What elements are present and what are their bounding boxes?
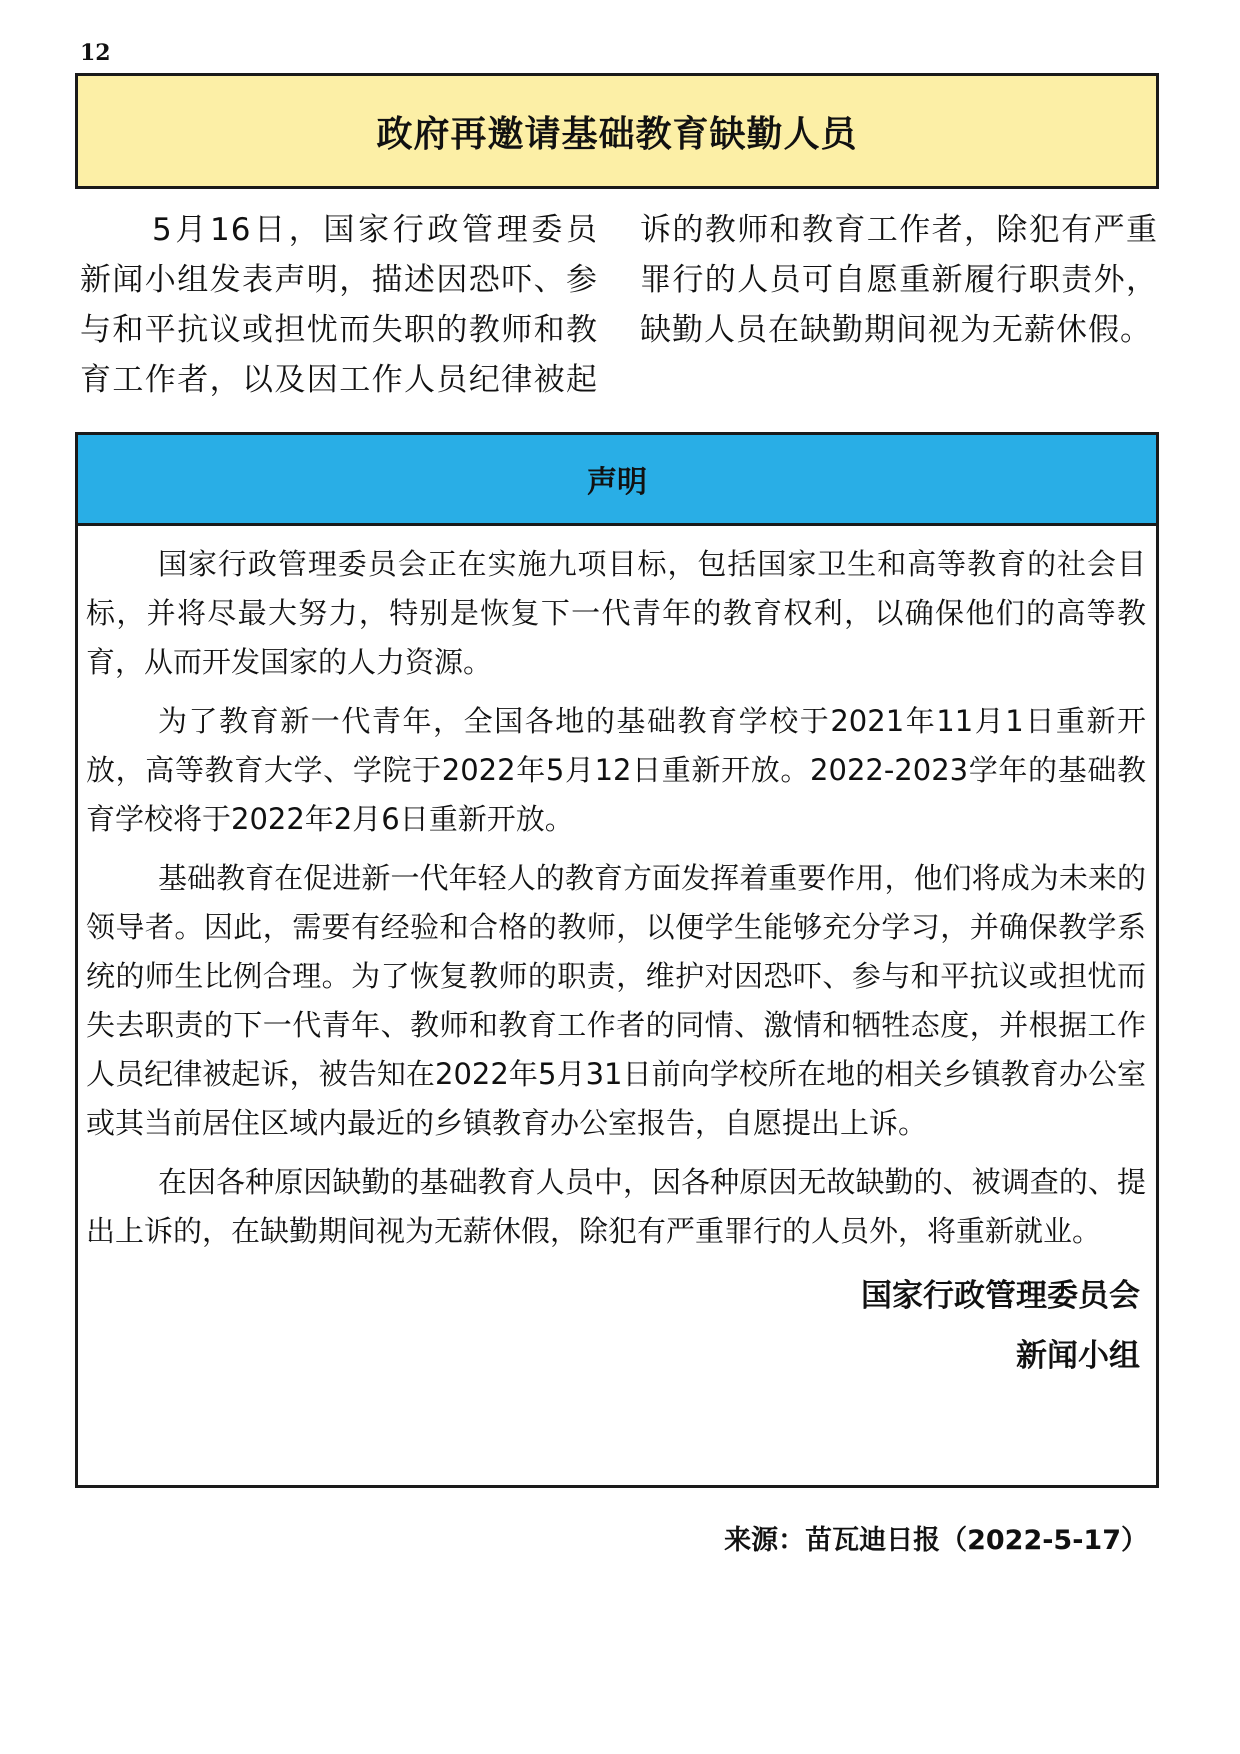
statement-box [75, 432, 1159, 1488]
page-number: 12 [80, 40, 111, 66]
signature-block [86, 1266, 1146, 1386]
statement-body [78, 526, 1156, 1386]
intro-text-columns [80, 205, 1158, 405]
statement-paragraph-4: 在因各种原因缺勤的基础教育人员中，因各种原因无故缺勤的、被调查的、提出上诉的，在缺勤期间视为无薪休假，除犯有严重罪行的人员外，将重新就业。 [86, 1165, 1146, 1248]
statement-paragraph-2: 为了教育新一代青年，全国各地的基础教育学校于2021年11月1日重新开放，高等教育大学、学院于2022年5月12日重新开放。2022-2023学年的基础教育学校将于2022年2月6日重新开放。 [86, 704, 1146, 836]
intro-paragraph: 5月16日，国家行政管理委员新闻小组发表声明，描述因恐吓、参与和平抗议或担忧而失职的教师和教育工作者，以及因工作人员纪律被起诉的教师和教育工作者，除犯有严重罪行的人员可自愿重新履行职责外，缺勤人员在缺勤期间视为无薪休假。 [80, 212, 1158, 398]
source-citation: 来源：苗瓦迪日报（2022-5-17） [724, 1525, 1148, 1556]
signature-organization: 国家行政管理委员会 [861, 1278, 1140, 1314]
statement-paragraph-3: 基础教育在促进新一代年轻人的教育方面发挥着重要作用，他们将成为未来的领导者。因此，需要有经验和合格的教师，以便学生能够充分学习，并确保教学系统的师生比例合理。为了恢复教师的职责，维护对因恐吓、参与和平抗议或担忧而失去职责的下一代青年、教师和教育工作者的同情、激情和牺牲态度，并根据工作人员纪律被起诉，被告知在2022年5月31日前向学校所在地的相关乡镇教育办公室或其当前居住区域内最近的乡镇教育办公室报告，自愿提出上诉。 [86, 861, 1146, 1140]
title-box [75, 73, 1159, 189]
signature-group: 新闻小组 [1016, 1338, 1140, 1374]
statement-paragraph-1: 国家行政管理委员会正在实施九项目标，包括国家卫生和高等教育的社会目标，并将尽最大努力，特别是恢复下一代青年的教育权利，以确保他们的高等教育，从而开发国家的人力资源。 [86, 547, 1146, 679]
article-title: 政府再邀请基础教育缺勤人员 [376, 113, 858, 155]
statement-header: 声明 [78, 435, 1156, 526]
